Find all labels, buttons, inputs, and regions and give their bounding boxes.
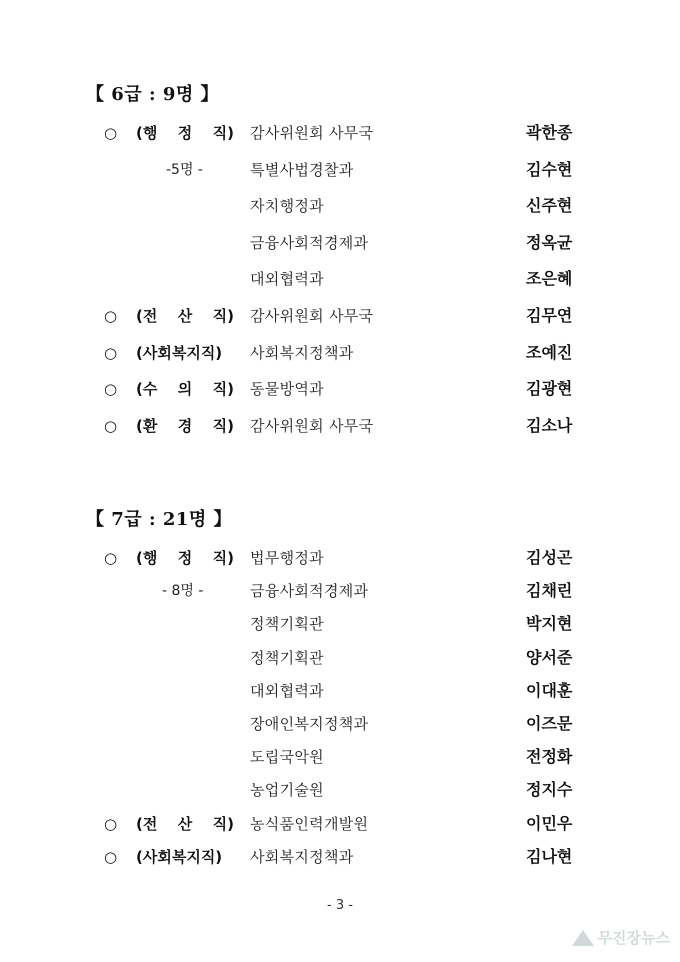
person-name: 김나현	[526, 846, 573, 866]
job-category	[136, 414, 234, 438]
job-category-part: 산	[177, 307, 193, 325]
department-name: 동물방역과	[250, 380, 324, 399]
headcount-note: -5명 -	[166, 161, 203, 178]
person-name: 곽한종	[526, 123, 573, 142]
list-item	[0, 158, 680, 182]
person-name: 정지수	[526, 780, 573, 800]
department-name: 금융사회적경제과	[250, 233, 369, 252]
person-name: 양서준	[526, 647, 573, 667]
department-name: 도립국악원	[250, 748, 324, 767]
job-category-part: (사회복지직)	[136, 847, 223, 866]
job-category-part: 산	[177, 814, 193, 833]
job-category-part: 정	[177, 549, 193, 567]
circle-bullet-icon: ○	[104, 343, 118, 362]
list-item	[0, 812, 680, 836]
job-category-part: (사회복지직)	[136, 343, 223, 362]
person-name: 김광현	[526, 379, 573, 399]
person-name: 이즈문	[526, 714, 573, 733]
job-category-part: (환	[136, 416, 158, 435]
list-item	[0, 612, 680, 636]
person-name: 전정화	[526, 747, 573, 767]
list-item	[0, 377, 680, 401]
job-category	[136, 377, 234, 401]
job-category-part: 직)	[212, 380, 234, 399]
list-item	[0, 546, 680, 570]
list-item	[0, 646, 680, 670]
section-title: 【 7급 : 21명 】	[86, 509, 233, 530]
person-name: 김무연	[526, 306, 573, 325]
department-name: 농업기술원	[250, 781, 324, 800]
job-category-part: (행	[136, 124, 158, 142]
department-name: 특별사법경찰과	[250, 160, 354, 179]
person-name: 조예진	[526, 342, 573, 362]
list-item	[0, 121, 680, 145]
department-name: 금융사회적경제과	[250, 582, 369, 601]
job-category-part: 직)	[212, 124, 234, 142]
department-name: 감사위원회 사무국	[250, 416, 374, 435]
mountain-icon	[572, 930, 594, 946]
job-category-part: 직)	[212, 814, 234, 833]
list-item	[0, 304, 680, 328]
circle-bullet-icon: ○	[104, 847, 118, 866]
department-name: 대외협력과	[250, 270, 324, 289]
job-category	[136, 812, 234, 836]
person-name: 김소나	[526, 415, 573, 435]
department-name: 사회복지정책과	[250, 847, 354, 866]
list-item	[0, 341, 680, 365]
list-item	[0, 745, 680, 769]
job-category	[136, 304, 234, 328]
department-name: 법무행정과	[250, 549, 324, 567]
job-category	[136, 121, 234, 145]
department-name: 감사위원회 사무국	[250, 307, 374, 325]
job-category	[136, 341, 234, 365]
circle-bullet-icon: ○	[104, 416, 118, 435]
list-item	[0, 194, 680, 218]
job-category-part: (행	[136, 549, 158, 567]
circle-bullet-icon: ○	[104, 814, 118, 833]
list-item	[0, 845, 680, 869]
watermark-text: 무진장뉴스	[597, 929, 670, 947]
department-name: 사회복지정책과	[250, 343, 354, 362]
headcount-note: - 8명 -	[162, 583, 204, 600]
person-name: 김채린	[526, 581, 573, 601]
department-name: 대외협력과	[250, 681, 324, 700]
job-category-part: 직)	[212, 416, 234, 435]
department-name: 감사위원회 사무국	[250, 124, 374, 142]
person-name: 김수현	[526, 159, 573, 179]
circle-bullet-icon: ○	[104, 307, 118, 325]
list-item	[0, 712, 680, 736]
list-item	[0, 231, 680, 255]
job-category-part: 정	[177, 124, 193, 142]
circle-bullet-icon: ○	[104, 549, 118, 567]
department-name: 자치행정과	[250, 197, 324, 216]
job-category-part: 직)	[212, 549, 234, 567]
job-category-part: (전	[136, 307, 158, 325]
person-name: 박지현	[526, 614, 573, 634]
list-item	[0, 414, 680, 438]
job-category-part: (전	[136, 814, 158, 833]
person-name: 조은혜	[526, 269, 573, 289]
department-name: 정책기획관	[250, 648, 324, 667]
person-name: 이대훈	[526, 680, 573, 700]
watermark-logo	[572, 927, 670, 948]
job-category-part: (수	[136, 380, 158, 399]
list-item	[0, 267, 680, 291]
list-item	[0, 579, 680, 603]
person-name: 정옥균	[526, 232, 573, 252]
department-name: 농식품인력개발원	[250, 814, 369, 833]
job-category	[136, 845, 234, 869]
job-category-part: 경	[177, 416, 193, 435]
person-name: 신주현	[526, 196, 573, 216]
circle-bullet-icon: ○	[104, 380, 118, 399]
person-name: 이민우	[526, 813, 573, 833]
department-name: 정책기획관	[250, 615, 324, 634]
list-item	[0, 679, 680, 703]
section-title: 【 6급 : 9명 】	[86, 84, 220, 105]
job-category-part: 직)	[212, 307, 234, 325]
job-category	[136, 546, 234, 570]
person-name: 김성곤	[526, 548, 573, 567]
job-category-part: 의	[177, 380, 193, 399]
department-name: 장애인복지정책과	[250, 715, 369, 733]
list-item	[0, 778, 680, 802]
circle-bullet-icon: ○	[104, 124, 118, 142]
page-number: - 3 -	[327, 898, 353, 913]
